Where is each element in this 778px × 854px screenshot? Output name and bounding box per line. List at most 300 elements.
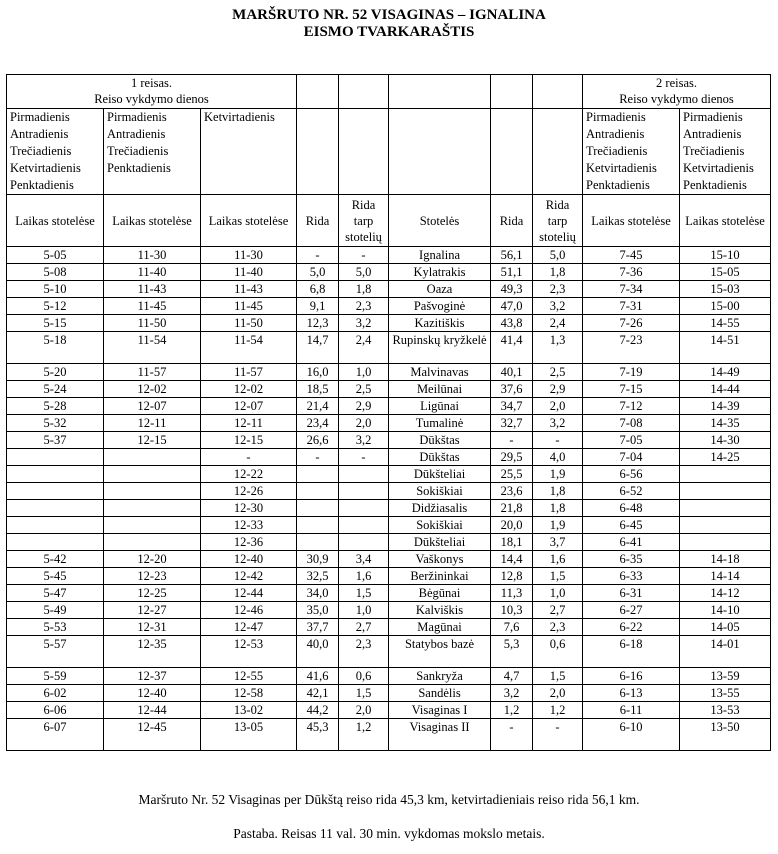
stop-name-cell: Oaza	[389, 281, 491, 298]
table-cell: 5-05	[7, 247, 104, 264]
table-cell: 12-15	[201, 432, 297, 449]
blank-cell	[297, 75, 339, 109]
table-cell: 5-32	[7, 415, 104, 432]
column-header: Laikas stotelėse	[7, 195, 104, 247]
table-cell: 6-06	[7, 702, 104, 719]
blank-cell	[491, 109, 533, 195]
table-cell: 13-55	[680, 685, 771, 702]
stop-name-cell: Tumalinė	[389, 415, 491, 432]
table-cell: 11-57	[104, 364, 201, 381]
table-cell	[104, 449, 201, 466]
table-cell: 12,8	[491, 568, 533, 585]
table-cell: 43,8	[491, 315, 533, 332]
table-cell: 11-43	[104, 281, 201, 298]
table-cell: 3,2	[533, 415, 583, 432]
table-cell: 2,0	[533, 398, 583, 415]
table-cell: 5-24	[7, 381, 104, 398]
table-cell	[339, 483, 389, 500]
days-col8	[583, 109, 680, 195]
table-cell: 6-02	[7, 685, 104, 702]
table-cell: 11-50	[104, 315, 201, 332]
table-cell: -	[533, 432, 583, 449]
table-cell: 2,5	[533, 364, 583, 381]
table-cell: 15-05	[680, 264, 771, 281]
table-cell: 6-07	[7, 719, 104, 751]
table-cell: 11-30	[201, 247, 297, 264]
day: Antradienis	[107, 127, 166, 141]
table-cell: 11-50	[201, 315, 297, 332]
table-cell: 12-44	[104, 702, 201, 719]
stop-name-cell: Dūkštas	[389, 432, 491, 449]
table-cell: 12-47	[201, 619, 297, 636]
table-cell: 2,4	[533, 315, 583, 332]
day: Penktadienis	[586, 178, 650, 192]
table-cell: 2,3	[339, 636, 389, 668]
table-cell: 7-05	[583, 432, 680, 449]
table-cell: 11-40	[201, 264, 297, 281]
table-cell	[7, 500, 104, 517]
table-cell: 11-30	[104, 247, 201, 264]
table-row	[7, 619, 771, 636]
table-cell: 6-31	[583, 585, 680, 602]
table-cell: 23,4	[297, 415, 339, 432]
stop-name-cell: Ligūnai	[389, 398, 491, 415]
table-cell: 1,5	[533, 668, 583, 685]
trip1-label: 1 reisas.	[131, 76, 172, 90]
table-cell	[7, 517, 104, 534]
table-cell: 12-35	[104, 636, 201, 668]
table-cell: 5-10	[7, 281, 104, 298]
column-header: Rida tarp stotelių	[339, 195, 389, 247]
table-cell: 3,7	[533, 534, 583, 551]
blank-cell	[491, 75, 533, 109]
table-cell: 12-33	[201, 517, 297, 534]
table-cell	[104, 483, 201, 500]
table-cell: 11-54	[104, 332, 201, 364]
days-col2	[104, 109, 201, 195]
day: Trečiadienis	[107, 144, 169, 158]
table-cell: 5-59	[7, 668, 104, 685]
day: Penktadienis	[10, 178, 74, 192]
table-cell	[7, 466, 104, 483]
table-cell: 7,6	[491, 619, 533, 636]
stop-name-cell: Vaškonys	[389, 551, 491, 568]
table-cell: 42,1	[297, 685, 339, 702]
table-cell: 12-02	[104, 381, 201, 398]
table-row	[7, 415, 771, 432]
table-cell: 5-42	[7, 551, 104, 568]
table-cell: 5-57	[7, 636, 104, 668]
table-cell	[104, 466, 201, 483]
table-cell: 12-40	[104, 685, 201, 702]
table-cell: 5-53	[7, 619, 104, 636]
stop-name-cell: Kylatrakis	[389, 264, 491, 281]
table-cell: 45,3	[297, 719, 339, 751]
table-cell: 1,9	[533, 466, 583, 483]
table-cell: 0,6	[339, 668, 389, 685]
table-cell: 1,8	[533, 264, 583, 281]
table-cell: 12-42	[201, 568, 297, 585]
table-cell: 6-35	[583, 551, 680, 568]
table-cell: 12-31	[104, 619, 201, 636]
table-cell: 12-44	[201, 585, 297, 602]
table-cell: 2,9	[533, 381, 583, 398]
day: Pirmadienis	[586, 110, 646, 124]
day: Trečiadienis	[683, 144, 745, 158]
column-header-row	[7, 195, 771, 247]
table-cell	[104, 517, 201, 534]
table-cell: 5-45	[7, 568, 104, 585]
table-row	[7, 483, 771, 500]
stop-name-cell: Rupinskų kryžkelė	[389, 332, 491, 364]
table-cell: 34,0	[297, 585, 339, 602]
table-cell: 40,1	[491, 364, 533, 381]
table-row	[7, 568, 771, 585]
document-subtitle: EISMO TVARKARAŠTIS	[303, 24, 475, 40]
document-title: MARŠRUTO NR. 52 VISAGINAS – IGNALINA	[232, 7, 546, 23]
table-cell: 12-23	[104, 568, 201, 585]
column-header: Laikas stotelėse	[104, 195, 201, 247]
table-cell	[7, 449, 104, 466]
table-cell: 14-05	[680, 619, 771, 636]
table-cell: 7-23	[583, 332, 680, 364]
blank-cell	[339, 109, 389, 195]
blank-cell	[389, 109, 491, 195]
blank-cell	[533, 109, 583, 195]
trip2-label: 2 reisas.	[656, 76, 697, 90]
table-cell: 6-41	[583, 534, 680, 551]
table-cell: 6,8	[297, 281, 339, 298]
day: Pirmadienis	[107, 110, 167, 124]
stop-name-cell: Dūkšteliai	[389, 534, 491, 551]
table-cell	[7, 483, 104, 500]
table-cell: 12-55	[201, 668, 297, 685]
column-header: Laikas stotelėse	[680, 195, 771, 247]
table-cell: 11-54	[201, 332, 297, 364]
day: Ketvirtadienis	[204, 110, 275, 124]
table-cell: 14-55	[680, 315, 771, 332]
table-cell: -	[297, 247, 339, 264]
column-header: Laikas stotelėse	[583, 195, 680, 247]
table-cell: -	[533, 719, 583, 751]
table-row	[7, 398, 771, 415]
table-cell: 12-46	[201, 602, 297, 619]
table-cell: 1,2	[491, 702, 533, 719]
table-cell	[104, 500, 201, 517]
table-cell: 6-48	[583, 500, 680, 517]
table-cell: 12-53	[201, 636, 297, 668]
table-cell: 6-27	[583, 602, 680, 619]
table-row	[7, 668, 771, 685]
timetable	[6, 74, 771, 751]
table-cell: 14-51	[680, 332, 771, 364]
table-cell: 5,0	[533, 247, 583, 264]
table-row	[7, 332, 771, 364]
table-cell: 14-18	[680, 551, 771, 568]
table-cell: -	[339, 449, 389, 466]
table-cell: 13-02	[201, 702, 297, 719]
stop-name-cell: Sandėlis	[389, 685, 491, 702]
table-cell: 2,3	[533, 619, 583, 636]
table-cell: 7-12	[583, 398, 680, 415]
day: Ketvirtadienis	[586, 161, 657, 175]
trip-header-row	[7, 75, 771, 109]
table-row	[7, 685, 771, 702]
table-cell	[297, 517, 339, 534]
table-cell: 14-01	[680, 636, 771, 668]
table-cell: 56,1	[491, 247, 533, 264]
table-cell: 11-45	[104, 298, 201, 315]
table-cell: 1,3	[533, 332, 583, 364]
table-cell: 5-49	[7, 602, 104, 619]
table-cell: 1,6	[533, 551, 583, 568]
stop-name-cell: Kazitiškis	[389, 315, 491, 332]
table-cell	[680, 534, 771, 551]
table-cell: 12-30	[201, 500, 297, 517]
blank-cell	[297, 109, 339, 195]
table-cell: 18,5	[297, 381, 339, 398]
table-row	[7, 585, 771, 602]
table-row	[7, 381, 771, 398]
stop-name-cell: Ignalina	[389, 247, 491, 264]
table-cell: 7-26	[583, 315, 680, 332]
stop-name-cell: Dūkštas	[389, 449, 491, 466]
table-cell: 5-12	[7, 298, 104, 315]
table-cell: 9,1	[297, 298, 339, 315]
day: Antradienis	[683, 127, 742, 141]
table-cell	[297, 534, 339, 551]
table-cell: 14-35	[680, 415, 771, 432]
table-cell: 1,8	[339, 281, 389, 298]
table-cell: 13-05	[201, 719, 297, 751]
school-year-note: Pastaba. Reisas 11 val. 30 min. vykdomas mokslo metais.	[233, 826, 545, 841]
table-cell: 26,6	[297, 432, 339, 449]
table-cell: 3,4	[339, 551, 389, 568]
table-cell: 12-26	[201, 483, 297, 500]
table-row	[7, 449, 771, 466]
table-cell: 6-33	[583, 568, 680, 585]
table-row	[7, 466, 771, 483]
table-row	[7, 719, 771, 751]
table-cell: 1,0	[339, 602, 389, 619]
table-cell: 5,3	[491, 636, 533, 668]
stop-name-cell: Visaginas I	[389, 702, 491, 719]
table-cell: 12-22	[201, 466, 297, 483]
table-cell: 12-11	[201, 415, 297, 432]
table-cell: 1,9	[533, 517, 583, 534]
table-cell: 5-47	[7, 585, 104, 602]
table-cell: 41,6	[297, 668, 339, 685]
table-cell: 14-25	[680, 449, 771, 466]
stop-name-cell: Pašvoginė	[389, 298, 491, 315]
stop-name-cell: Magūnai	[389, 619, 491, 636]
table-cell: 47,0	[491, 298, 533, 315]
table-cell: 1,5	[339, 685, 389, 702]
table-cell	[680, 483, 771, 500]
table-cell: 0,6	[533, 636, 583, 668]
table-cell	[680, 517, 771, 534]
table-cell: 23,6	[491, 483, 533, 500]
table-cell: 34,7	[491, 398, 533, 415]
table-cell: 37,6	[491, 381, 533, 398]
table-cell: 1,2	[533, 702, 583, 719]
table-cell: 25,5	[491, 466, 533, 483]
table-cell: 12-58	[201, 685, 297, 702]
table-cell: 32,7	[491, 415, 533, 432]
table-row	[7, 247, 771, 264]
table-cell: 14-49	[680, 364, 771, 381]
table-row	[7, 602, 771, 619]
table-row	[7, 264, 771, 281]
table-cell: 7-45	[583, 247, 680, 264]
stop-name-cell: Malvinavas	[389, 364, 491, 381]
trip1-header	[7, 75, 297, 109]
table-cell: 12-11	[104, 415, 201, 432]
table-cell: -	[339, 247, 389, 264]
table-cell: 49,3	[491, 281, 533, 298]
table-row	[7, 432, 771, 449]
table-cell: 2,9	[339, 398, 389, 415]
table-cell: 5-18	[7, 332, 104, 364]
stop-name-cell: Sokiškiai	[389, 483, 491, 500]
table-cell	[297, 483, 339, 500]
table-cell: 21,8	[491, 500, 533, 517]
table-cell: 4,0	[533, 449, 583, 466]
column-header: Rida	[297, 195, 339, 247]
table-cell: 1,0	[533, 585, 583, 602]
table-cell	[680, 500, 771, 517]
table-cell: 14-44	[680, 381, 771, 398]
table-cell: 1,0	[339, 364, 389, 381]
column-header: Rida	[491, 195, 533, 247]
table-cell: 44,2	[297, 702, 339, 719]
table-row	[7, 500, 771, 517]
blank-cell	[339, 75, 389, 109]
table-cell: 7-19	[583, 364, 680, 381]
table-cell: 11,3	[491, 585, 533, 602]
day: Pirmadienis	[683, 110, 743, 124]
table-cell: 2,0	[339, 415, 389, 432]
table-cell: 14-14	[680, 568, 771, 585]
table-cell: 3,2	[339, 315, 389, 332]
stop-name-cell: Sokiškiai	[389, 517, 491, 534]
days-row	[7, 109, 771, 195]
table-cell: 6-22	[583, 619, 680, 636]
table-row	[7, 517, 771, 534]
table-row	[7, 551, 771, 568]
table-cell: 12-45	[104, 719, 201, 751]
table-cell: 5-37	[7, 432, 104, 449]
table-cell: -	[297, 449, 339, 466]
trip1-days-label: Reiso vykdymo dienos	[94, 92, 209, 106]
table-cell: 2,5	[339, 381, 389, 398]
table-cell: 1,6	[339, 568, 389, 585]
table-cell: 12-20	[104, 551, 201, 568]
table-cell: 7-08	[583, 415, 680, 432]
table-cell: 1,8	[533, 483, 583, 500]
table-cell: 12-40	[201, 551, 297, 568]
table-cell	[680, 466, 771, 483]
route-distance-note: Maršruto Nr. 52 Visaginas per Dūkštą reiso rida 45,3 km, ketvirtadieniais reiso rida 56,1 km.	[138, 792, 640, 807]
day: Pirmadienis	[10, 110, 70, 124]
table-cell: 14-39	[680, 398, 771, 415]
table-cell: 6-13	[583, 685, 680, 702]
day: Ketvirtadienis	[683, 161, 754, 175]
day: Penktadienis	[683, 178, 747, 192]
table-cell: 12-07	[104, 398, 201, 415]
table-cell	[104, 534, 201, 551]
table-cell: 2,3	[533, 281, 583, 298]
table-cell: 2,7	[339, 619, 389, 636]
table-cell: 5-20	[7, 364, 104, 381]
days-col3	[201, 109, 297, 195]
table-cell: 12-07	[201, 398, 297, 415]
table-cell: 12-36	[201, 534, 297, 551]
stop-name-cell: Kalviškis	[389, 602, 491, 619]
table-cell: 11-57	[201, 364, 297, 381]
day: Trečiadienis	[586, 144, 648, 158]
table-cell: 14,4	[491, 551, 533, 568]
table-cell: 2,0	[339, 702, 389, 719]
table-cell: 7-34	[583, 281, 680, 298]
table-cell: 14-10	[680, 602, 771, 619]
table-cell: 5-15	[7, 315, 104, 332]
table-row	[7, 281, 771, 298]
table-cell	[339, 517, 389, 534]
stop-name-cell: Dūkšteliai	[389, 466, 491, 483]
table-cell: 4,7	[491, 668, 533, 685]
table-cell: 2,7	[533, 602, 583, 619]
trip2-days-label: Reiso vykdymo dienos	[619, 92, 734, 106]
table-cell: 11-45	[201, 298, 297, 315]
table-cell: 40,0	[297, 636, 339, 668]
table-cell: 12-15	[104, 432, 201, 449]
table-cell: 5-08	[7, 264, 104, 281]
timetable-body	[7, 75, 771, 751]
table-cell: 6-18	[583, 636, 680, 668]
table-cell: 6-16	[583, 668, 680, 685]
days-col9	[680, 109, 771, 195]
table-cell: 6-45	[583, 517, 680, 534]
table-row	[7, 315, 771, 332]
table-cell: 7-04	[583, 449, 680, 466]
table-cell: 1,2	[339, 719, 389, 751]
table-cell: 32,5	[297, 568, 339, 585]
table-cell: 2,3	[339, 298, 389, 315]
table-cell: 11-43	[201, 281, 297, 298]
table-cell: 3,2	[533, 298, 583, 315]
table-cell: 51,1	[491, 264, 533, 281]
table-cell	[297, 466, 339, 483]
table-cell: 41,4	[491, 332, 533, 364]
table-cell: 15-10	[680, 247, 771, 264]
table-cell: 3,2	[339, 432, 389, 449]
day: Antradienis	[586, 127, 645, 141]
table-cell: -	[201, 449, 297, 466]
table-row	[7, 534, 771, 551]
table-cell: 12-25	[104, 585, 201, 602]
stop-name-cell: Didžiasalis	[389, 500, 491, 517]
table-cell: 18,1	[491, 534, 533, 551]
table-row	[7, 364, 771, 381]
stop-name-cell: Bėgūnai	[389, 585, 491, 602]
table-cell: 15-00	[680, 298, 771, 315]
table-cell: 20,0	[491, 517, 533, 534]
table-cell: 6-11	[583, 702, 680, 719]
table-row	[7, 298, 771, 315]
table-cell: 7-36	[583, 264, 680, 281]
stop-name-cell: Visaginas II	[389, 719, 491, 751]
